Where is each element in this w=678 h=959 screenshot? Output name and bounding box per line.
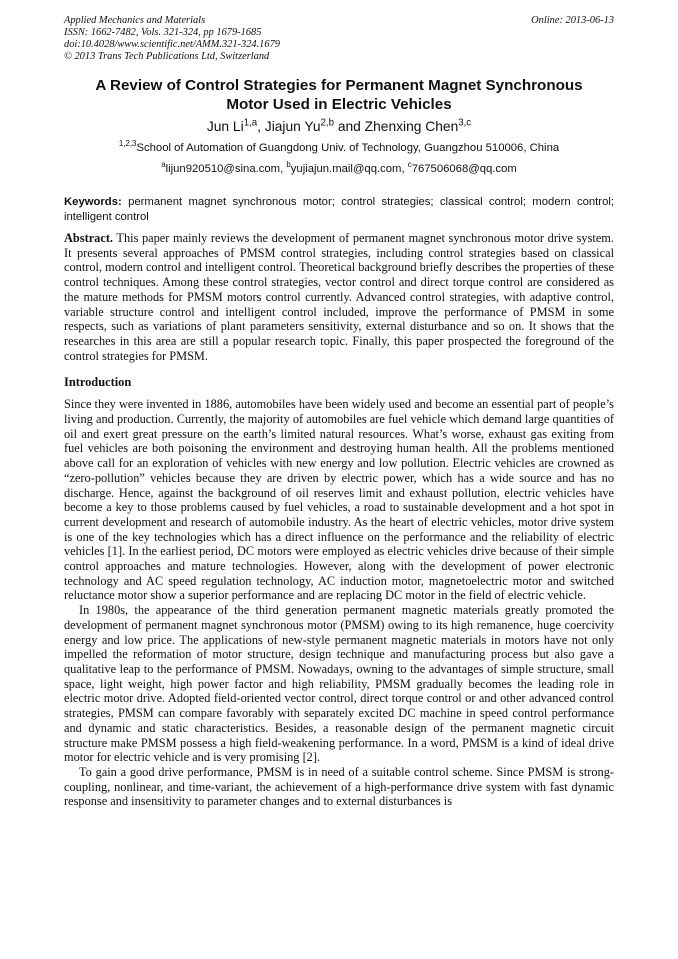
email-list <box>64 162 614 176</box>
title-line-1: A Review of Control Strategies for Permanent Magnet Synchronous <box>95 77 583 94</box>
author-name: Zhenxing Chen <box>364 119 459 134</box>
author-list <box>64 118 614 135</box>
email-address[interactable]: yujiajun.mail@qq.com <box>290 163 402 175</box>
body-paragraph: Since they were invented in 1886, automobiles have been widely used and become an essential part of people’s living and production. Currently, the majority of automobiles are fuel vehicle which demand large quantities of oil and exert great pressure on the earth’s limited natural resources. What’s worse, exhaust gas exiting from fuel vehicles are both poisoning the environment and destroying human health. All the problems mentioned above call for an exploration of vehicles with new energy and low pollution. Electric vehicles are crowned as “zero-pollution” vehicles because they are driven by electric power, which has a wide source and has no discharge. Hence, against the background of oil reserves limit and exhaust pollution, electric vehicles have become a key to those problems caused by fuel vehicles, a road to sustainable development and a hot spot in current development and research of automobile industry. As the heart of electric vehicles, motor drive system is one of the key technologies which has a direct influence on the performance and the reliability of electric vehicles [1]. In the earliest period, DC motors were employed as electric vehicles drive because of their simple control approaches and mature technologies. However, along with the development of power electronic technology and AC speed regulation technology, AC induction motor, magnetoelectric motor and switched reluctance motor show a superior performance and are replacing DC motor in the field of electric vehicle. <box>64 397 614 603</box>
online-date: Online: 2013-06-13 <box>531 15 614 26</box>
email-separator: , <box>401 163 408 175</box>
keywords-text: permanent magnet synchronous motor; control strategies; classical control; modern control; intelligent control <box>64 196 614 223</box>
author-separator: and <box>333 119 365 134</box>
running-header <box>64 0 614 63</box>
email-address[interactable]: 767506068@qq.com <box>411 163 517 175</box>
journal-name: Applied Mechanics and Materials <box>64 15 206 26</box>
author-separator: , <box>257 119 265 134</box>
author-superscript: 2,b <box>320 117 334 129</box>
email-superscript: b <box>286 160 291 170</box>
doi-line: doi:10.4028/www.scientific.net/AMM.321-324.1679 <box>64 39 280 50</box>
keywords-block <box>64 195 614 224</box>
email-address[interactable]: lijun920510@sina.com <box>165 163 281 175</box>
body-paragraph: To gain a good drive performance, PMSM is in need of a suitable control scheme. Since PMSM is strong-coupling, nonlinear, and time-variant, the achievement of a high-performance drive system with fast dynamic response and insensitivity to parameter changes and to external disturbances is <box>64 764 614 809</box>
body-paragraph: In 1980s, the appearance of the third generation permanent magnetic materials greatly promoted the development of permanent magnet synchronous motor (PMSM) owing to its high remanence, huge coercivity energy and low price. The applications of new-style permanent magnetic materials in motors have not only impelled the reformation of motor structure, design technique and manufacturing process but also gave a qualitative leap to the performance of PMSM. Nowadays, owning to the advantages of simple structure, small space, light weight, high power factor and high reliability, PMSM gradually becomes the leading role in electric motor drive. Adopted field-oriented vector control, direct torque control or and other advanced control strategies, PMSM can compare favorably with separately excited DC machine in speed control performance and dynamic and static characteristics. Besides, a reasonable design of the permanent magnetic circuit structure make PMSM possess a high field-weakening performance. In a word, PMSM is a kind of ideal drive motor for electric vehicle and is very promising [2]. <box>64 603 614 765</box>
email-separator: , <box>280 163 287 175</box>
copyright-line: © 2013 Trans Tech Publications Ltd, Switzerland <box>64 51 270 62</box>
journal-info <box>64 15 280 63</box>
author-name: Jiajun Yu <box>264 119 321 134</box>
title-line-2: Motor Used in Electric Vehicles <box>226 96 452 113</box>
section-heading-introduction: Introduction <box>64 375 132 390</box>
abstract-text: This paper mainly reviews the development of permanent magnet synchronous motor drive system. It presents several approaches of PMSM control strategies, including control strategies based on classical control, modern control and intelligent control. Theoretical background briefly describes the properties of these control techniques. Among these control strategies, vector control and direct torque control are considered as the mature methods for PMSM motors control currently. Advanced control strategies, with adaptive control, variable structure control and intelligent control included, improve the performance of PMSM in some respects, such as variations of plant parameters sensitivity, external disturbance and so on. It shows that the researches in this area are still a popular research topic. Finally, this paper prospected the foreground of the control strategies for PMSM. <box>64 231 614 363</box>
abstract-block <box>64 231 614 363</box>
author-name: Jun Li <box>206 119 244 134</box>
affiliation-text: School of Automation of Guangdong Univ. of Technology, Guangzhou 510006, China <box>136 142 560 154</box>
affiliation-superscript: 1,2,3 <box>118 139 137 149</box>
keywords-label: Keywords: <box>64 196 122 208</box>
author-superscript: 3,c <box>458 117 472 129</box>
email-superscript: c <box>407 160 412 170</box>
abstract-label: Abstract. <box>64 231 114 245</box>
affiliation <box>64 141 614 155</box>
issn-line: ISSN: 1662-7482, Vols. 321-324, pp 1679-1685 <box>64 27 262 38</box>
author-superscript: 1,a <box>243 117 258 129</box>
email-superscript: a <box>161 160 166 170</box>
paper-title <box>64 76 614 114</box>
